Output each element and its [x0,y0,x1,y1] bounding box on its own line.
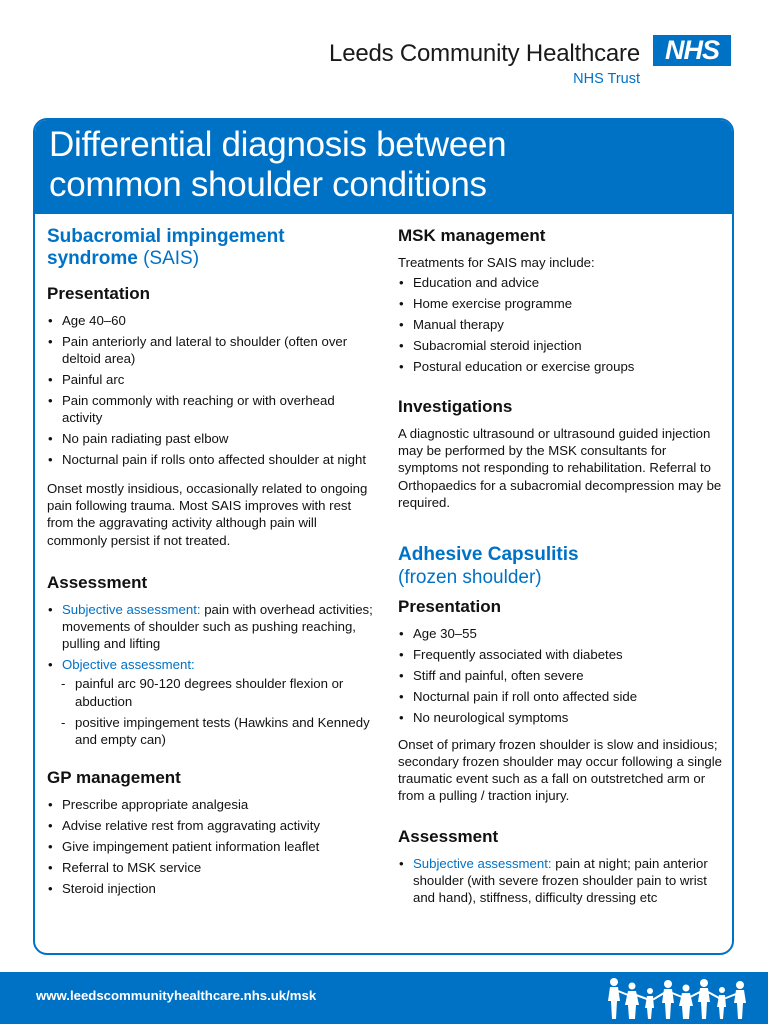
list-item: • Frequently associated with diabetes [398,646,728,663]
ac-onset-text: Onset of primary frozen shoulder is slow and insidious; secondary frozen shoulder may occur following a single traumatic event such as a fall on outstretched arm or from a pulling / traction injury. [398,736,722,804]
list-item: • Manual therapy [398,316,728,333]
ac-presentation-heading: Presentation [398,596,501,616]
list-item: • Steroid injection [47,880,377,897]
list-item: • Nocturnal pain if rolls onto affected shoulder at night [47,451,377,468]
sais-onset-text: Onset mostly insidious, occasionally related to ongoing pain following trauma. Most SAIS improves with rest from the aggravating activity although pain will commonly persist if not treated. [47,481,368,548]
list-item: - positive impingement tests (Hawkins and Kennedy and empty can) [47,714,377,748]
adhesive-capsulitis-heading: Adhesive Capsulitis [398,543,579,565]
list-item [398,855,728,907]
list-item: • Education and advice [398,274,728,291]
list-item: - painful arc 90-120 degrees shoulder flexion or abduction [47,675,377,709]
nhs-logo: NHS [653,35,731,66]
people-family-icon [598,975,758,1021]
page-title-line-1: Differential diagnosis between [49,125,507,164]
list-item [47,656,377,673]
list-item: • Pain commonly with reaching or with overhead activity [47,392,377,426]
investigations-text: A diagnostic ultrasound or ultrasound guided injection may be performed by the MSK consultants for symptoms not responding to rehabilitation. Referral to Orthopaedics for a subacromial decompression may be required. [398,425,722,510]
list-item: • Stiff and painful, often severe [398,667,728,684]
list-item: • Referral to MSK service [47,859,377,876]
list-item: • Prescribe appropriate analgesia [47,796,377,813]
list-item: • Give impingement patient information leaflet [47,838,377,855]
list-item: • Home exercise programme [398,295,728,312]
left-column [47,226,377,901]
ac-assessment-list [398,855,728,907]
list-item: • Pain anteriorly and lateral to shoulder (often over deltoid area) [47,333,377,367]
ac-assessment-heading: Assessment [398,826,499,846]
page-title-line-2: common shoulder conditions [49,165,487,204]
content-card [33,118,734,955]
list-item: • Postural education or exercise groups [398,358,728,375]
msk-intro: Treatments for SAIS may include: [398,255,595,270]
title-banner [35,120,732,214]
list-item: • Advise relative rest from aggravating activity [47,817,377,834]
subjective-text: pain at night; pain anterior shoulder (with severe frozen shoulder pain to wrist and hand), stiffness, difficulty dressing etc [413,855,708,905]
subjective-text: pain with overhead activities; movements of shoulder such as pushing reaching, pulling and lifting [62,601,373,652]
sais-assessment-list [47,601,377,674]
footer-url-link[interactable]: www.leedscommunityhealthcare.nhs.uk/msk [36,988,317,1003]
list-item: • No pain radiating past elbow [47,430,377,447]
org-name: Leeds Community Healthcare [329,40,640,67]
list-item: • Nocturnal pain if roll onto affected side [398,688,728,705]
frozen-shoulder-subheading: (frozen shoulder) [398,566,542,588]
subjective-label: Subjective assessment: [413,855,552,871]
msk-management-list [398,274,728,375]
right-column [398,226,728,910]
sais-heading [47,226,377,270]
objective-label: Objective assessment: [62,657,195,673]
ac-presentation-list [398,625,728,726]
list-item: • No neurological symptoms [398,709,728,726]
list-item [47,601,377,653]
sais-assessment-heading: Assessment [47,572,148,592]
org-header [329,40,640,87]
gp-management-heading: GP management [47,768,181,788]
objective-sublist [47,675,377,748]
gp-management-list [47,796,377,897]
org-subtitle: NHS Trust [573,71,640,87]
list-item: • Age 40–60 [47,312,377,329]
investigations-heading: Investigations [398,396,513,416]
footer-bar [0,972,768,1024]
sais-presentation-list [47,312,377,468]
sais-heading-line-1: Subacromial impingement [47,226,285,247]
msk-management-heading: MSK management [398,226,546,245]
list-item: • Painful arc [47,371,377,388]
subjective-label: Subjective assessment: [62,601,201,617]
sais-abbrev: (SAIS) [143,248,200,269]
list-item: • Subacromial steroid injection [398,337,728,354]
list-item: • Age 30–55 [398,625,728,642]
sais-presentation-heading: Presentation [47,284,150,303]
sais-heading-line-2: syndrome [47,248,138,269]
